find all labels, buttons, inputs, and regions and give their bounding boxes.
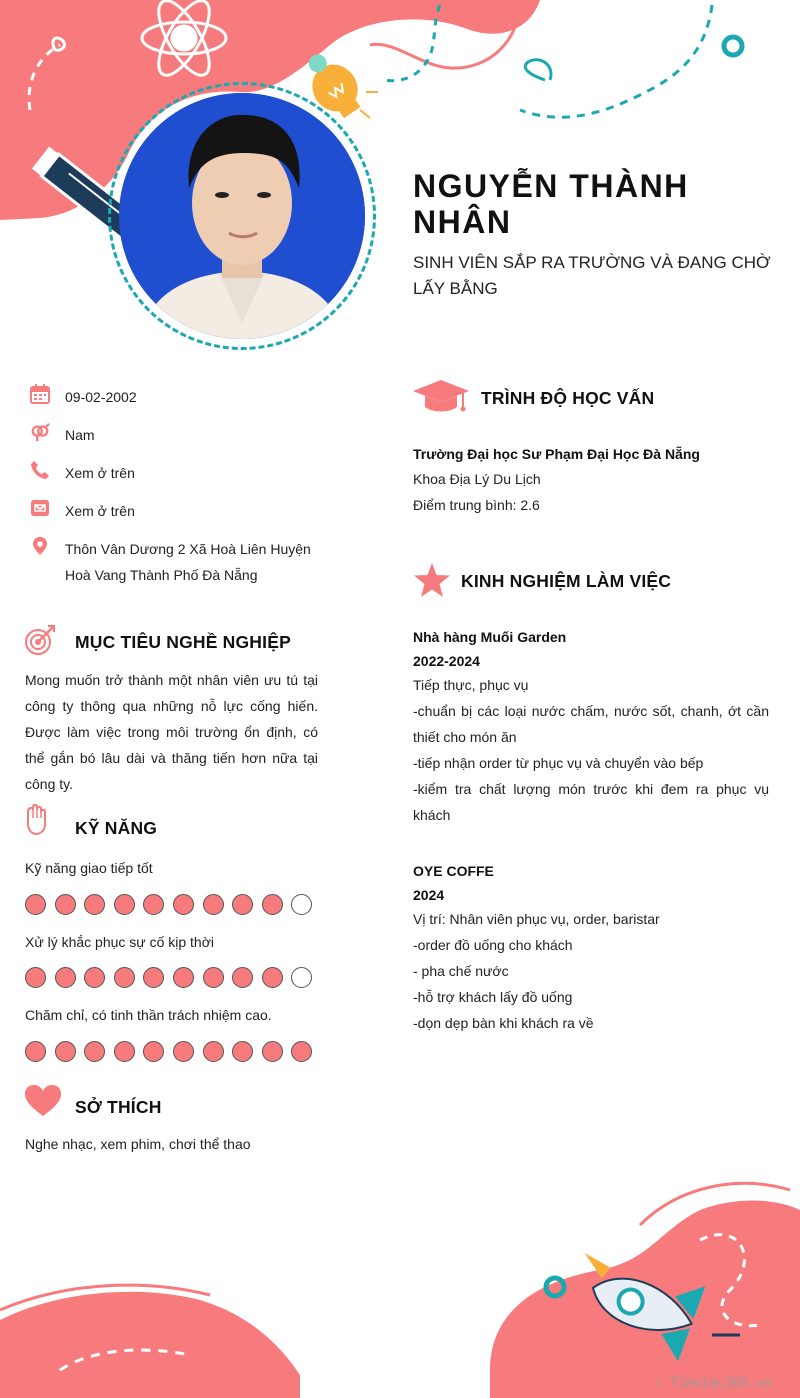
email-text: Xem ở trên	[65, 503, 135, 519]
address-line-1: Thôn Vân Dương 2 Xã Hoà Liên Huyện	[65, 541, 311, 557]
rating-dot-filled	[114, 1041, 135, 1062]
rating-dot-filled	[25, 1041, 46, 1062]
skills-title: KỸ NĂNG	[75, 818, 158, 838]
rating-dot-filled	[143, 894, 164, 915]
rating-dot-filled	[143, 1041, 164, 1062]
hobbies-title: SỞ THÍCH	[75, 1097, 162, 1117]
rating-dot-filled	[173, 894, 194, 915]
job-2-duty-2: - pha chế nước	[413, 963, 509, 979]
job-1-role: Tiếp thực, phục vụ	[413, 677, 529, 693]
objective-text: Mong muốn trở thành một nhân viên ưu tú tại công ty thông qua những nỗ lực cống hiến. Được làm việc trong môi trường ổn định, có thể gắn bó lâu dài và thăng tiến hơn nữa tại công ty.	[25, 672, 318, 792]
birthday-text: 09-02-2002	[65, 389, 137, 405]
avatar-frame	[108, 82, 376, 350]
job-2-period: 2024	[413, 887, 445, 903]
contact-gender-row	[30, 422, 360, 448]
candidate-name: NGUYỄN THÀNH NHÂN	[413, 168, 689, 240]
rating-dot-filled	[232, 967, 253, 988]
job-1-duty-1: -chuẩn bị các loại nước chấm, nước sốt, chanh, ớt cần thiết cho món ăn	[413, 703, 769, 745]
rating-dot-filled	[25, 967, 46, 988]
rating-dot-empty	[291, 967, 312, 988]
skill-name-3: Chăm chỉ, có tinh thần trách nhiệm cao.	[25, 1007, 272, 1023]
address-line-2: Hoà Vang Thành Phố Đà Nẵng	[65, 567, 258, 583]
rating-dot-filled	[143, 967, 164, 988]
avatar	[119, 93, 365, 339]
education-gpa: Điểm trung bình: 2.6	[413, 497, 540, 513]
job-2-duty-3: -hỗ trợ khách lấy đồ uống	[413, 989, 573, 1005]
experience-job-2	[413, 858, 769, 1036]
target-icon	[24, 624, 56, 656]
rating-dot-filled	[232, 894, 253, 915]
rating-dot-filled	[291, 1041, 312, 1062]
job-2-duty-1: -order đồ uống cho khách	[413, 937, 573, 953]
phone-icon	[30, 460, 50, 480]
rating-dot-filled	[114, 967, 135, 988]
contact-email-row	[30, 498, 360, 524]
skill-rating-1	[25, 894, 321, 915]
job-2-duty-4: -dọn dẹp bàn khi khách ra về	[413, 1015, 594, 1031]
job-2-company: OYE COFFE	[413, 863, 494, 879]
rating-dot-filled	[55, 1041, 76, 1062]
graduation-cap-icon	[413, 380, 469, 414]
skill-rating-3	[25, 1041, 321, 1062]
job-1-duty-3: -kiểm tra chất lượng món trước khi đem ra phục vụ khách	[413, 781, 769, 823]
objective-title: MỤC TIÊU NGHỀ NGHIỆP	[75, 632, 291, 652]
location-pin-icon	[30, 536, 50, 556]
job-1-period: 2022-2024	[413, 653, 480, 669]
gender-icon	[30, 422, 50, 442]
candidate-subtitle: SINH VIÊN SẮP RA TRƯỜNG VÀ ĐANG CHỜ LẤY BẰNG	[413, 253, 771, 298]
contact-address-row	[30, 536, 360, 588]
job-2-role: Vị trí: Nhân viên phục vụ, order, baristar	[413, 911, 660, 927]
rating-dot-filled	[232, 1041, 253, 1062]
rating-dot-filled	[84, 967, 105, 988]
rating-dot-empty	[291, 894, 312, 915]
skill-name-2: Xử lý khắc phục sự cố kịp thời	[25, 934, 214, 950]
rating-dot-filled	[203, 1041, 224, 1062]
watermark: ∴ Timviec365.vn	[654, 1376, 772, 1391]
rating-dot-filled	[84, 894, 105, 915]
job-1-company: Nhà hàng Muối Garden	[413, 629, 567, 645]
gender-text: Nam	[65, 427, 95, 443]
rating-dot-filled	[262, 894, 283, 915]
rating-dot-filled	[114, 894, 135, 915]
contact-birthday-row	[30, 384, 360, 410]
fist-icon	[24, 804, 48, 836]
job-1-duty-2: -tiếp nhận order từ phục vụ và chuyển vào bếp	[413, 755, 704, 771]
education-school: Trường Đại học Sư Phạm Đại Học Đà Nẵng	[413, 446, 700, 462]
education-title: TRÌNH ĐỘ HỌC VẤN	[481, 388, 655, 408]
experience-job-1	[413, 624, 769, 828]
email-icon	[30, 498, 50, 518]
rating-dot-filled	[84, 1041, 105, 1062]
rating-dot-filled	[262, 967, 283, 988]
address-text	[65, 536, 311, 588]
rating-dot-filled	[262, 1041, 283, 1062]
calendar-icon	[30, 384, 50, 404]
phone-text: Xem ở trên	[65, 465, 135, 481]
portrait-image	[119, 93, 365, 339]
education-faculty: Khoa Địa Lý Du Lịch	[413, 471, 541, 487]
experience-title: KINH NGHIỆM LÀM VIỆC	[461, 571, 672, 591]
rating-dot-filled	[25, 894, 46, 915]
rating-dot-filled	[55, 894, 76, 915]
rating-dot-filled	[203, 894, 224, 915]
star-icon	[414, 563, 450, 597]
contact-phone-row	[30, 460, 360, 486]
hobbies-text: Nghe nhạc, xem phim, chơi thể thao	[25, 1136, 251, 1152]
heart-icon	[25, 1085, 61, 1117]
bottom-decoration	[0, 1170, 800, 1398]
skill-rating-2	[25, 967, 321, 988]
skill-name-1: Kỹ năng giao tiếp tốt	[25, 860, 153, 876]
rating-dot-filled	[173, 967, 194, 988]
rating-dot-filled	[173, 1041, 194, 1062]
rating-dot-filled	[55, 967, 76, 988]
rating-dot-filled	[203, 967, 224, 988]
